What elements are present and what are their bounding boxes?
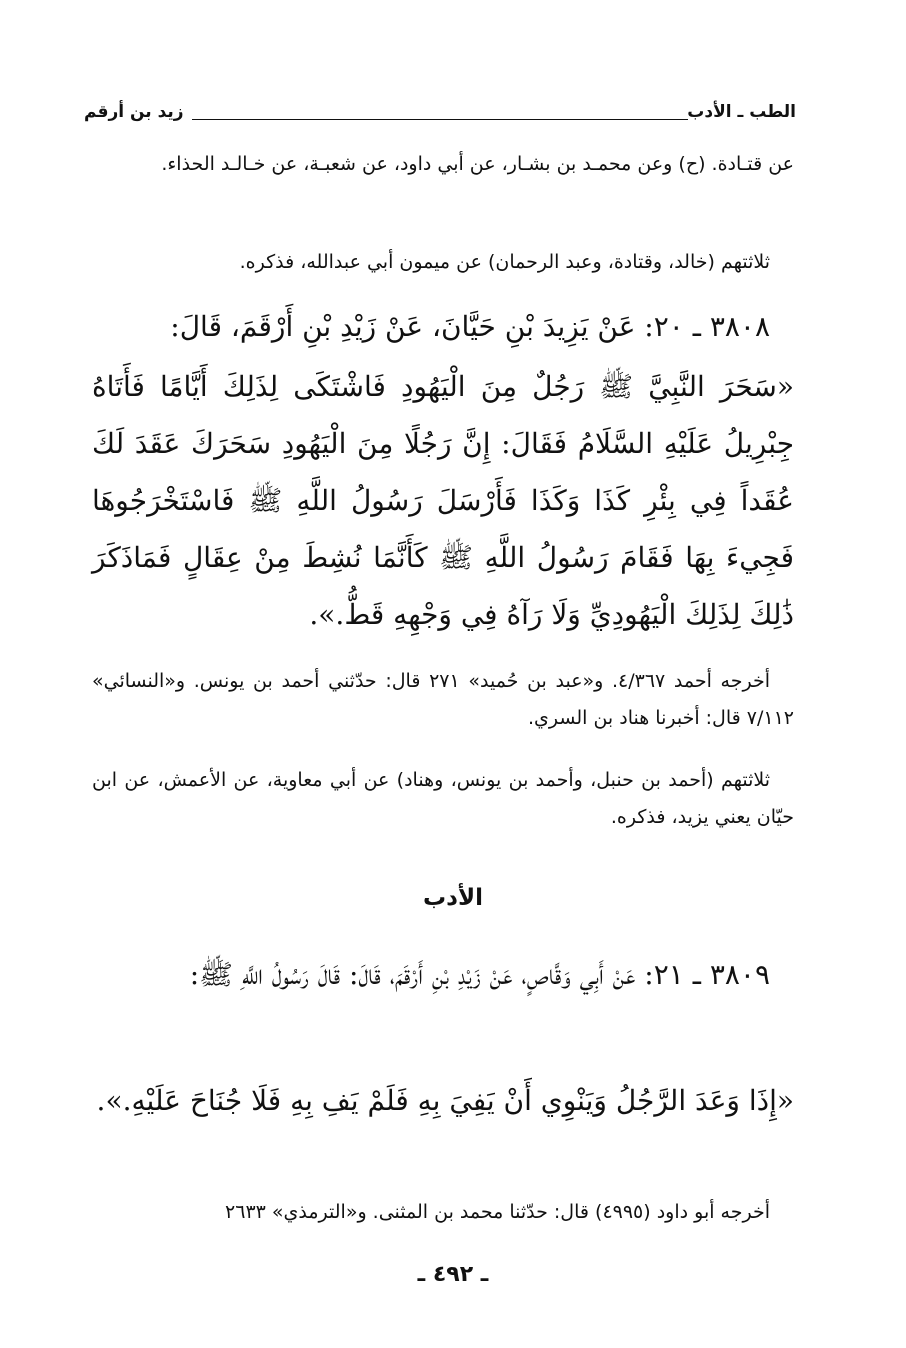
page-number: ـ ٤٩٢ ـ [417, 1262, 489, 1287]
hadith-3808-chain: ثلاثتهم (أحمد بن حنبل، وأحمد بن يونس، وهناد) عن أبي معاوية، عن الأعمش، عن ابن حيّان يعني يزيد، فذكره. [92, 769, 794, 828]
running-header [84, 100, 796, 130]
hadith-3809-text: «إِذَا وَعَدَ الرَّجُلُ وَيَنْوِي أَنْ يَفِيَ بِهِ فَلَمْ يَفِ بِهِ فَلَا جُنَاحَ عَلَيْهِ.». [96, 1084, 794, 1117]
header-rule [192, 119, 688, 120]
header-narrator-title: زيد بن أرقم [84, 102, 184, 122]
paragraph-chain-summary: ثلاثتهم (خالد، وقتادة، وعبد الرحمان) عن ميمون أبي عبدالله، فذكره. [239, 251, 770, 273]
hadith-3808-takhrij: أخرجه أحمد ٤/٣٦٧. و«عبد بن حُميد» ٢٧١ قال: حدّثني أحمد بن يونس. و«النسائي» ٧/١١٢ قال: أخبرنا هناد بن السري. [92, 670, 794, 729]
section-title: الأدب [423, 885, 483, 911]
hadith-3809-heading: ٣٨٠٩ ـ ٢١: عَنْ أَبِي وَقَّاصٍ، عَنْ زَيْدِ بْنِ أَرْقَمَ، قَالَ: قَالَ رَسُولُ اللَّهِ ﷺ: [189, 958, 770, 991]
paragraph-chain-continuation: عن قتـادة. (ح) وعن محمـد بن بشـار، عن أبي داود، عن شعبـة، عن خـالـد الحذاء. [161, 153, 794, 175]
header-chapter-title: الطب ـ الأدب [687, 102, 796, 122]
hadith-3809-takhrij: أخرجه أبو داود (٤٩٩٥) قال: حدّثنا محمد بن المثنى. و«الترمذي» ٢٦٣٣ [225, 1201, 770, 1223]
hadith-3808-text: «سَحَرَ النَّبِيَّ ﷺ رَجُلٌ مِنَ الْيَهُودِ فَاشْتَكَى لِذَلِكَ أَيَّامًا فَأَتَاهُ جِبْرِيلُ عَلَيْهِ السَّلَامُ فَقَالَ: إِنَّ رَجُلًا مِنَ الْيَهُودِ سَحَرَكَ عَقَدَ لَكَ عُقَداً فِي بِئْرِ كَذَا وَكَذَا فَأَرْسَلَ رَسُولُ اللَّهِ ﷺ فَاسْتَخْرَجُوهَا فَجِيءَ بِهَا فَقَامَ رَسُولُ اللَّهِ ﷺ كَأَنَّمَا نُشِطَ مِنْ عِقَالٍ فَمَاذَكَرَ ذَٰلِكَ لِذَلِكَ الْيَهُودِيِّ وَلَا رَآهُ فِي وَجْهِهِ قَطُّ.». [92, 370, 794, 631]
hadith-3808-heading: ٣٨٠٨ ـ ٢٠: عَنْ يَزِيدَ بْنِ حَيَّانَ، عَنْ زَيْدِ بْنِ أَرْقَمَ، قَالَ: [170, 310, 770, 343]
